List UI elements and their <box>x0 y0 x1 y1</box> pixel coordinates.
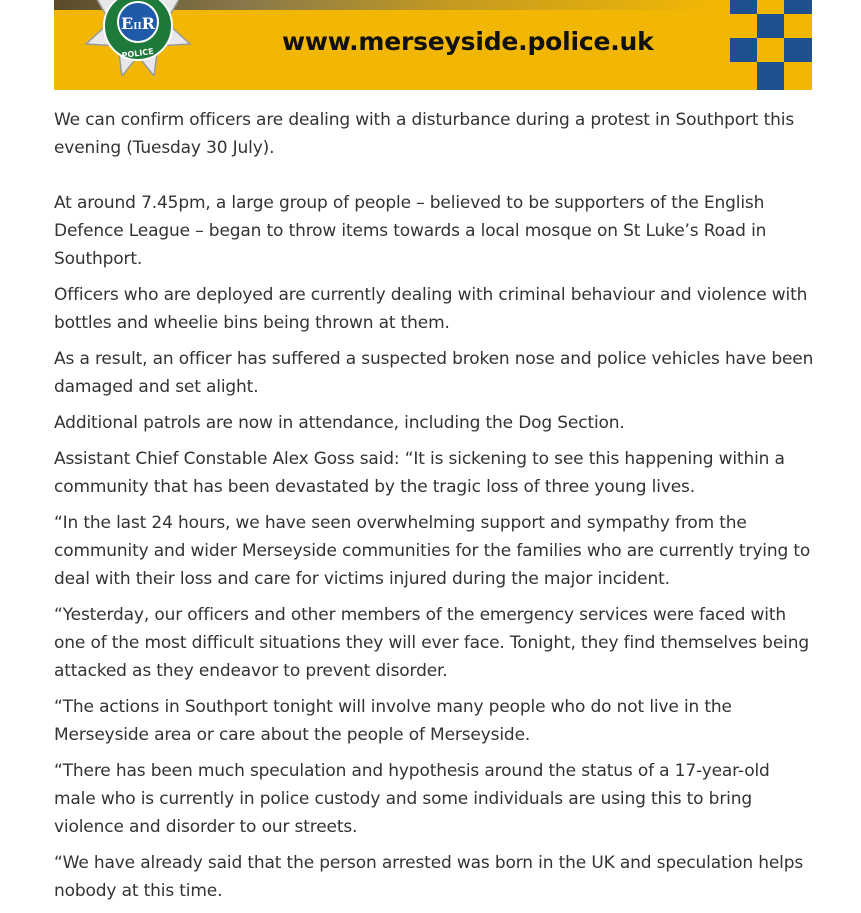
article-paragraph: “In the last 24 hours, we have seen overwhelming support and sympathy from the community and wider Merseyside communities for the families who are currently trying to deal with their loss and care for victims injured during the major incident. <box>54 513 811 589</box>
article-paragraph: At around 7.45pm, a large group of people – believed to be supporters of the English Defence League – began to throw items towards a local mosque on St Luke’s Road in Southport. <box>54 193 767 269</box>
checkered-pattern-icon <box>730 0 812 90</box>
article-paragraph: We can confirm officers are dealing with a disturbance during a protest in Southport this evening (Tuesday 30 July). <box>54 110 795 158</box>
svg-text:EIIR: EIIR <box>121 14 155 33</box>
article-paragraph: Officers who are deployed are currently dealing with criminal behaviour and violence with bottles and wheelie bins being thrown at them. <box>54 285 808 333</box>
police-website-url[interactable]: www.merseyside.police.uk <box>282 27 654 56</box>
article-paragraph: “There has been much speculation and hypothesis around the status of a 17-year-old male who is currently in police custody and some individuals are using this to bring violence and disorder to our streets. <box>54 761 770 837</box>
article-paragraph: As a result, an officer has suffered a suspected broken nose and police vehicles have been damaged and set alight. <box>54 349 814 397</box>
article-paragraph: Additional patrols are now in attendance, including the Dog Section. <box>54 413 625 433</box>
article-paragraph: Assistant Chief Constable Alex Goss said: “It is sickening to see this happening within a community that has been devastated by the tragic loss of three young lives. <box>54 449 785 497</box>
article-paragraph: “We have already said that the person arrested was born in the UK and speculation helps nobody at this time. <box>54 853 804 901</box>
article-paragraph: “Yesterday, our officers and other members of the emergency services were faced with one of the most difficult situations they will ever face. Tonight, they find themselves being attacked as they endeavor to prevent disorder. <box>54 605 809 681</box>
svg-text:POLICE: POLICE <box>121 46 155 61</box>
article-body <box>54 106 814 913</box>
merseyside-police-banner <box>54 0 812 90</box>
police-star-badge-icon <box>82 0 194 76</box>
article-paragraph: “The actions in Southport tonight will involve many people who do not live in the Merseyside area or care about the people of Merseyside. <box>54 697 732 745</box>
